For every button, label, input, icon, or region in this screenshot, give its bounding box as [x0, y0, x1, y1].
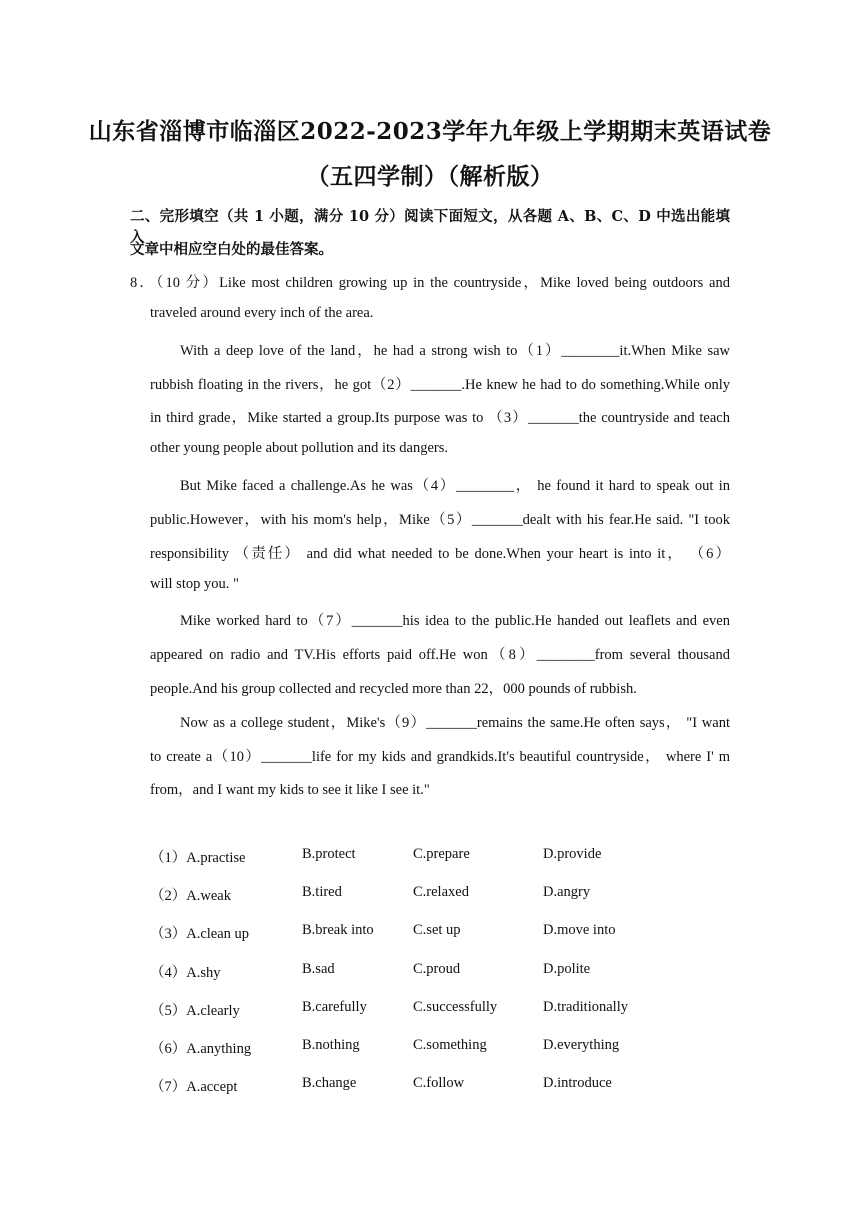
passage-line: to create a（10）_______life for my kids and grandkids.It's beautiful countryside， where I' m — [150, 749, 730, 765]
option-b: B.change — [302, 1075, 357, 1092]
option-c: C.follow — [413, 1075, 465, 1092]
passage-line: people.And his group collected and recycled more than 22，000 pounds of rubbish. — [150, 681, 637, 697]
option-d: D.introduce — [543, 1075, 612, 1092]
option-c: C.relaxed — [413, 884, 469, 901]
option-c: C.something — [413, 1036, 487, 1053]
option-c: C.prepare — [413, 846, 470, 862]
option-a: （1）A.practise — [150, 850, 246, 866]
section-instruction-line-2: 文章中相应空白处的最佳答案。 — [130, 241, 333, 258]
option-a: （4）A.shy — [150, 964, 221, 981]
passage-line: Now as a college student，Mike's（9）_______remains the same.He often says， "I want — [180, 715, 730, 731]
passage-line: But Mike faced a challenge.As he was（4）________， he found it hard to speak out in — [180, 478, 730, 494]
passage-line: will stop you. " — [150, 576, 239, 592]
passage-line: Mike worked hard to（7）_______his idea to the public.He handed out leaflets and even — [180, 613, 730, 629]
option-c: C.successfully — [413, 998, 498, 1015]
passage-line: responsibility （责任） and did what needed to be done.When your heart is into it， （6） — [150, 546, 730, 562]
option-b: B.break into — [302, 922, 374, 939]
option-a: （7）A.accept — [150, 1079, 238, 1096]
passage-line: With a deep love of the land，he had a strong wish to（1）________it.When Mike saw — [180, 343, 730, 359]
option-a: （6）A.anything — [150, 1040, 252, 1057]
option-b: B.tired — [302, 884, 342, 901]
option-d: D.move into — [543, 922, 616, 939]
passage-line: other young people about pollution and its dangers. — [150, 440, 449, 456]
passage-line: public.However，with his mom's help，Mike（5）_______dealt with his fear.He said. "I took — [150, 512, 730, 528]
passage-line: appeared on radio and TV.His efforts paid off.He won（8）________from several thousand — [150, 647, 730, 663]
option-c: C.proud — [413, 960, 461, 977]
passage-line: 8．（10 分）Like most children growing up in the countryside，Mike loved being outdoors and — [130, 275, 730, 291]
option-a: （2）A.weak — [150, 888, 231, 905]
passage-line: in third grade，Mike started a group.Its purpose was to （3）_______the countryside and teach — [150, 410, 730, 426]
passage-line: rubbish floating in the rivers，he got（2）_______.He knew he had to do something.While only — [150, 377, 730, 393]
passage-line: from，and I want my kids to see it like I see it." — [150, 782, 430, 798]
option-d: D.provide — [543, 846, 602, 862]
option-b: B.sad — [302, 960, 335, 977]
option-b: B.protect — [302, 846, 356, 862]
option-a: （5）A.clearly — [150, 1002, 240, 1019]
option-d: D.angry — [543, 884, 591, 901]
option-a: （3）A.clean up — [150, 926, 250, 943]
option-d: D.polite — [543, 960, 591, 977]
option-b: B.carefully — [302, 998, 367, 1015]
option-b: B.nothing — [302, 1036, 360, 1053]
passage-line: traveled around every inch of the area. — [150, 305, 374, 321]
section-instruction-line-1: 二、完形填空（共 1 小题，满分 10 分）阅读下面短文，从各题 A、B、C、D 中选出能填入 — [130, 208, 730, 246]
option-c: C.set up — [413, 922, 461, 939]
option-d: D.everything — [543, 1036, 620, 1053]
option-d: D.traditionally — [543, 998, 628, 1015]
page-title: 山东省淄博市临淄区2022-2023学年九年级上学期期末英语试卷 — [88, 118, 772, 145]
page-subtitle: （五四学制）（解析版） — [306, 163, 554, 190]
